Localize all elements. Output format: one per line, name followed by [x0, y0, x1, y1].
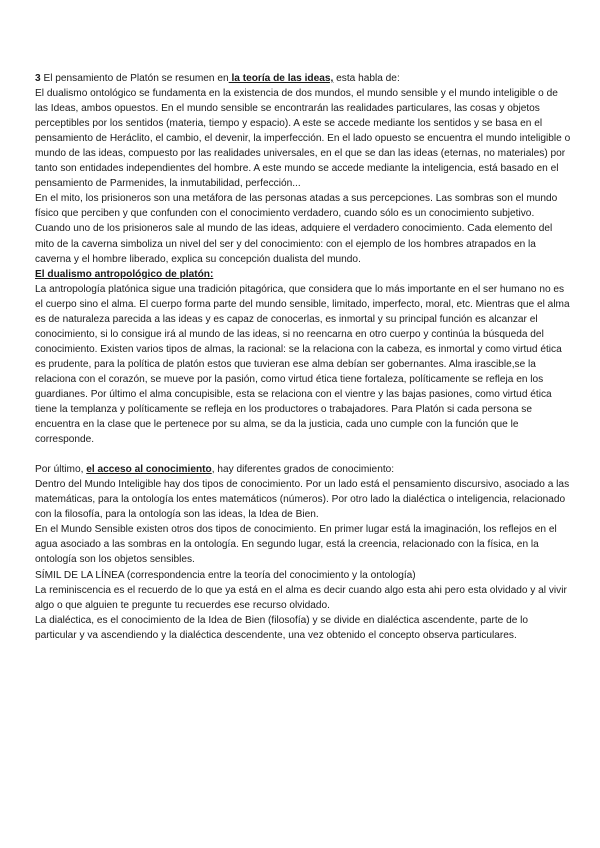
document-page — [35, 71, 571, 643]
reminiscence-paragraph: La reminiscencia es el recuerdo de lo que ya está en el alma es decir cuando algo esta ahi pero esta olvidado y al vivir algo o que alguien te pregunte tu recuerdes ese recurso olvidado. — [35, 584, 567, 611]
anthropology-paragraph: La antropología platónica sigue una tradición pitagórica, que considera que lo más importante en el ser humano no es el cuerpo sino el alma. El cuerpo forma parte del mundo sensible, limitado, imperfecto, moral, etc. Mientras que el alma es de naturaleza parecida a las ideas y es capaz de conocerlas, es inmortal y su principal función es alcanzar el conocimiento, si lo consigue irá al mundo de las ideas, si no reencarna en otro cuerpo y continúa la búsqueda del conocimiento. Existen varios tipos de almas, la racional: se la relaciona con la cabeza, es inmortal y como virtud ética es prudente, para la política de platón estos que tuvieran ese alma debían ser gobernantes. Alma irascible,se la relaciona con el corazón, se mueve por la pasión, como virtud ética tiene fortaleza, políticamente se refleja en los guardianes. Por último el alma concupisible, esta se relaciona con el vientre y las bajas pasiones, como virtud ética tiene la templanza y políticamente se refleja en los productores o trabajadores. Para Platón si cada persona se encuentra en la clase que le pertenece por su alma, se da la justicia, cada uno cumple con la función que le corresponde. — [35, 283, 570, 446]
section-number: 3 — [35, 73, 41, 84]
theory-of-ideas-phrase: la teoría de las ideas, — [228, 73, 334, 84]
sensible-world-paragraph: En el Mundo Sensible existen otros dos tipos de conocimiento. En primer lugar está la imaginación, los reflejos en el agua asociado a las sombras en la ontología. En segundo lugar, está la creencia, relacionado con la física, en la ontología son los objetos sensibles. — [35, 524, 557, 566]
line-simile-line: SÍMIL DE LA LÍNEA (correspondencia entre la teoría del conocimiento y la ontología) — [35, 569, 416, 581]
ontological-dualism-paragraph: El dualismo ontológico se fundamenta en la existencia de dos mundos, el mundo sensible y el mundo inteligible o de las Ideas, ambos opuestos. En el mundo sensible se encontrarán las realidades particulares, las cosas y objetos perceptibles por los sentidos (materia, tiempo y espacio). A este se accede mediante los sentidos y se basa en el pensamiento de Heráclito, el cambio, el devenir, la imperfección. En el lado opuesto se encuentra el mundo inteligible o mundo de las ideas, compuesto por las realidades universales, en el que se dan las ideas (eternas, no materiales) por tanto son entidades independientes del hombre. A este mundo se accede mediante la inteligencia, está basado en el pensamiento de Parmenides, la inmutabilidad, perfección... — [35, 88, 571, 190]
anthropological-dualism-heading: El dualismo antropológico de platón: — [35, 268, 214, 280]
section-3-intro: 3 El pensamiento de Platón se resumen en la teoría de las ideas, esta habla de: — [35, 73, 400, 84]
access-knowledge-phrase: el acceso al conocimiento — [86, 464, 212, 476]
cave-myth-paragraph: En el mito, los prisioneros son una metáfora de las personas atadas a sus percepciones. Las sombras son el mundo físico que perciben y que confunden con el conocimiento verdadero, cuando sólo es un conocimiento subjetivo. Cuando uno de los prisioneros sale al mundo de las ideas, adquiere el verdadero conocimiento. Cada elemento del mito de la caverna simboliza un nivel del ser y del conocimiento: con el ejemplo de los hombres atrapados en la caverna y el hombre liberado, explica su concepción dualista del mundo. — [35, 193, 558, 265]
paragraph-gap — [35, 447, 571, 462]
dialectic-paragraph: La dialéctica, es el conocimiento de la Idea de Bien (filosofía) y se divide en dialéctica ascendente, parte de lo particular y va ascendiendo y la dialéctica descendente, una vez obtenido el concepto observa particulares. — [35, 614, 529, 641]
intelligible-world-paragraph: Dentro del Mundo Inteligible hay dos tipos de conocimiento. Por un lado está el pensamiento discursivo, asociado a las matemáticas, para la ontología los entes matemáticos (números). Por otro lado la dialéctica o inteligencia, relacionado con la filosofía, para la ontología son las ideas, la Idea de Bien. — [35, 479, 570, 521]
access-knowledge-intro: Por último, el acceso al conocimiento, hay diferentes grados de conocimiento: — [35, 464, 395, 476]
